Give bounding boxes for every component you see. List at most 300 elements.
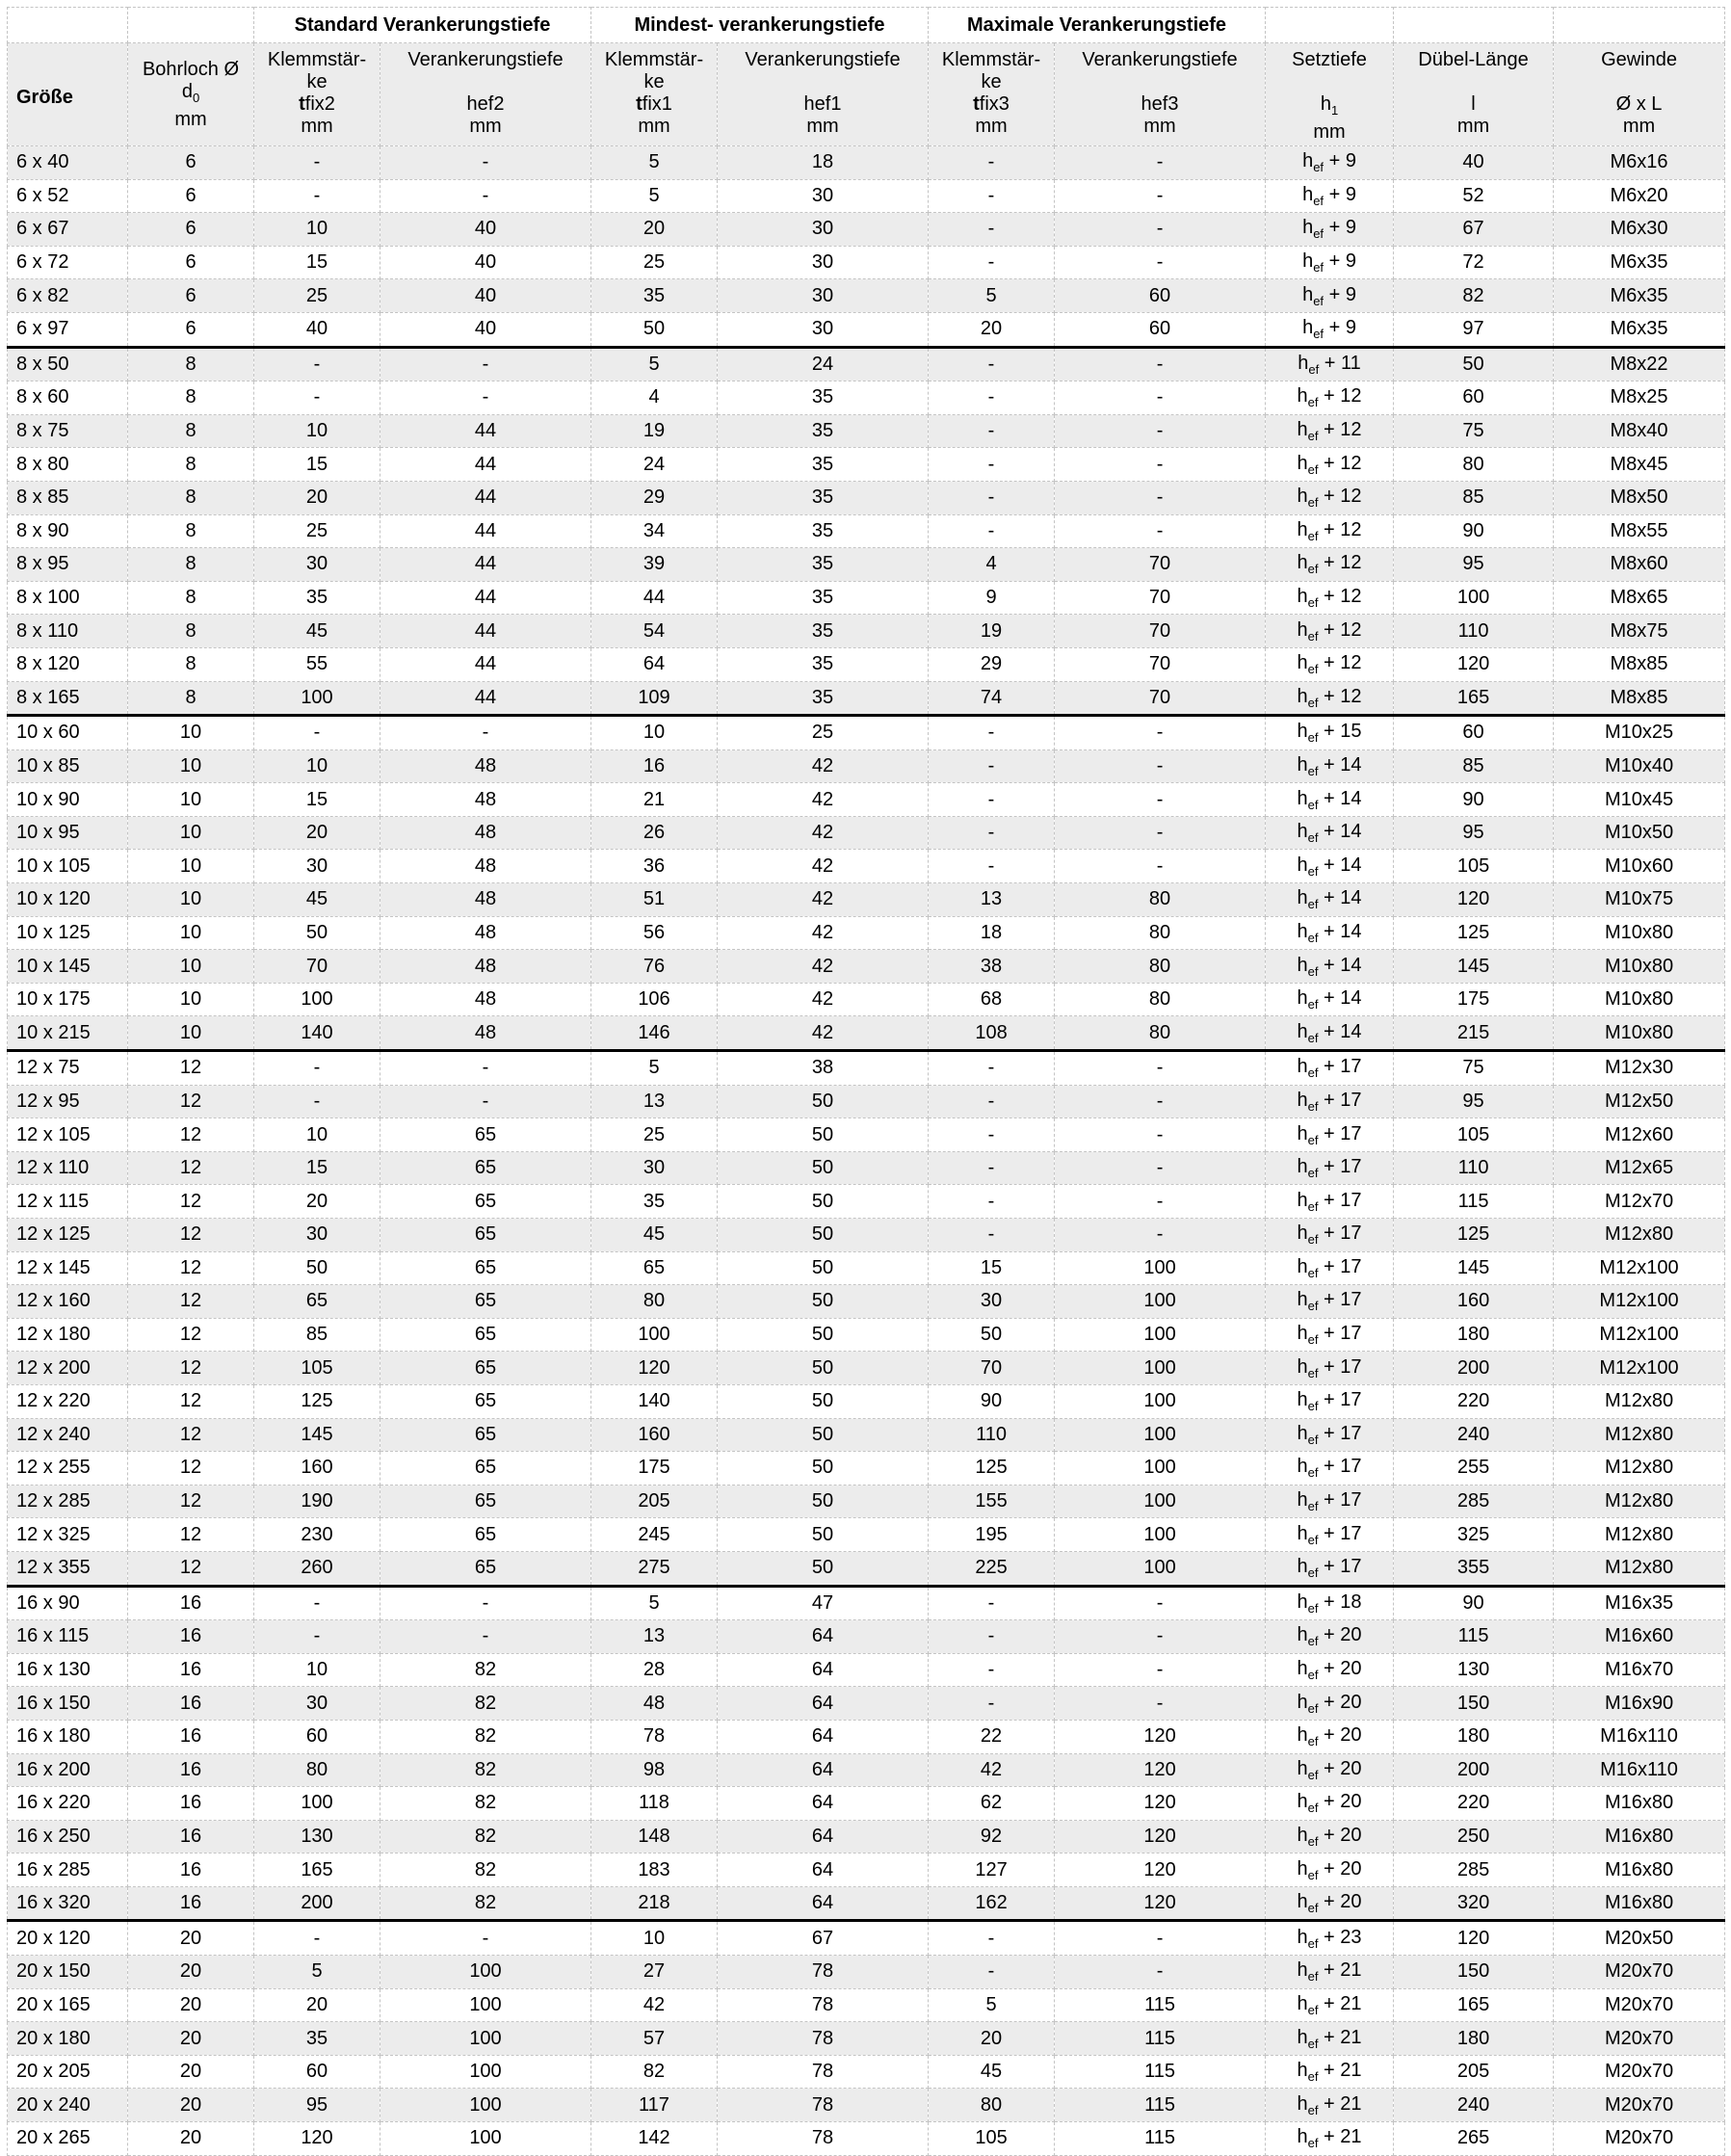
veran3-cell: 80 [1055,950,1266,984]
setztiefe-cell: $h_{ef} + 21$ [1266,2022,1394,2056]
veran1-cell: 50 [718,1485,929,1518]
veran2-cell: 48 [380,883,591,917]
bohrloch-cell: 12 [128,1251,254,1285]
setztiefe-cell: $h_{ef} + 14$ [1266,1016,1394,1051]
size-cell: 10 x 90 [8,783,128,817]
size-cell: 16 x 180 [8,1720,128,1753]
klemm3-cell: - [929,414,1055,448]
veran3-cell: 120 [1055,1720,1266,1753]
gewinde-cell: M6x16 [1554,146,1725,180]
bohrloch-cell: 16 [128,1653,254,1687]
klemm3-cell: - [929,213,1055,247]
header-setztiefe: Setztiefe $h_1$ mm [1266,43,1394,146]
table-row [8,1318,1725,1352]
veran1-cell: 42 [718,950,929,984]
gewinde-cell: M6x35 [1554,279,1725,313]
setztiefe-cell: $h_{ef} + 20$ [1266,1753,1394,1787]
group-blank [8,8,128,43]
veran3-cell: 60 [1055,279,1266,313]
klemm1-cell: 120 [591,1352,718,1385]
group-mindest: Mindest- verankerungstiefe [591,8,929,43]
setztiefe-cell: $h_{ef} + 12$ [1266,548,1394,582]
veran1-cell: 64 [718,1653,929,1687]
klemm3-cell: 92 [929,1820,1055,1854]
veran3-cell: 100 [1055,1485,1266,1518]
table-row [8,1551,1725,1586]
veran1-cell: 38 [718,1051,929,1086]
klemm1-cell: 140 [591,1384,718,1418]
veran2-cell: 65 [380,1518,591,1552]
veran3-cell: 115 [1055,2122,1266,2156]
bohrloch-cell: 16 [128,1854,254,1887]
veran1-cell: 30 [718,279,929,313]
bohrloch-cell: 10 [128,716,254,750]
veran3-cell: - [1055,414,1266,448]
setztiefe-cell: $h_{ef} + 17$ [1266,1219,1394,1252]
klemm2-cell: 25 [254,279,380,313]
laenge-cell: 120 [1394,883,1554,917]
bohrloch-cell: 12 [128,1118,254,1152]
klemm3-cell: - [929,850,1055,883]
veran1-cell: 78 [718,2055,929,2089]
table-row [8,983,1725,1016]
klemm2-cell: 10 [254,1118,380,1152]
bohrloch-cell: 8 [128,647,254,681]
klemm3-cell: 50 [929,1318,1055,1352]
laenge-cell: 40 [1394,146,1554,180]
table-row [8,1956,1725,1989]
klemm3-cell: 74 [929,681,1055,716]
veran3-cell: 120 [1055,1854,1266,1887]
table-row [8,1518,1725,1552]
setztiefe-cell: $h_{ef} + 9$ [1266,246,1394,279]
klemm2-cell: 40 [254,312,380,347]
table-row [8,1219,1725,1252]
veran1-cell: 35 [718,581,929,615]
laenge-cell: 90 [1394,783,1554,817]
table-row [8,1886,1725,1921]
table-row [8,615,1725,648]
klemm3-cell: 62 [929,1787,1055,1821]
veran1-cell: 18 [718,146,929,180]
veran3-cell: 100 [1055,1285,1266,1319]
veran2-cell: - [380,1051,591,1086]
veran3-cell: - [1055,1586,1266,1620]
klemm1-cell: 142 [591,2122,718,2156]
klemm3-cell: 29 [929,647,1055,681]
veran2-cell: - [380,381,591,415]
setztiefe-cell: $h_{ef} + 15$ [1266,716,1394,750]
setztiefe-cell: $h_{ef} + 17$ [1266,1118,1394,1152]
setztiefe-cell: $h_{ef} + 21$ [1266,2055,1394,2089]
klemm3-cell: 105 [929,2122,1055,2156]
laenge-cell: 125 [1394,916,1554,950]
size-cell: 16 x 90 [8,1586,128,1620]
gewinde-cell: M12x30 [1554,1051,1725,1086]
setztiefe-cell: $h_{ef} + 12$ [1266,647,1394,681]
klemm1-cell: 80 [591,1285,718,1319]
setztiefe-cell: $h_{ef} + 17$ [1266,1285,1394,1319]
veran3-cell: - [1055,1118,1266,1152]
veran2-cell: 40 [380,279,591,313]
veran3-cell: - [1055,1219,1266,1252]
klemm1-cell: 10 [591,716,718,750]
header-veran3: Verankerungstiefe hef3 mm [1055,43,1266,146]
table-row [8,347,1725,381]
laenge-cell: 150 [1394,1956,1554,1989]
size-cell: 10 x 95 [8,816,128,850]
klemm2-cell: 15 [254,783,380,817]
veran1-cell: 42 [718,749,929,783]
size-cell: 10 x 145 [8,950,128,984]
gewinde-cell: M10x80 [1554,950,1725,984]
table-row [8,1586,1725,1620]
veran2-cell: 65 [380,1285,591,1319]
klemm1-cell: 275 [591,1551,718,1586]
gewinde-cell: M12x100 [1554,1352,1725,1385]
veran1-cell: 50 [718,1418,929,1452]
size-cell: 10 x 175 [8,983,128,1016]
veran3-cell: 70 [1055,581,1266,615]
klemm1-cell: 25 [591,1118,718,1152]
klemm2-cell: - [254,381,380,415]
gewinde-cell: M12x100 [1554,1318,1725,1352]
gewinde-cell: M6x35 [1554,246,1725,279]
table-row [8,1185,1725,1219]
klemm2-cell: 80 [254,1753,380,1787]
veran1-cell: 78 [718,2089,929,2122]
size-cell: 8 x 85 [8,481,128,514]
veran2-cell: 48 [380,783,591,817]
laenge-cell: 325 [1394,1518,1554,1552]
veran2-cell: 48 [380,850,591,883]
anchor-spec-table [7,7,1725,2156]
klemm2-cell: 70 [254,950,380,984]
setztiefe-cell: $h_{ef} + 20$ [1266,1720,1394,1753]
gewinde-cell: M10x50 [1554,816,1725,850]
table-row [8,213,1725,247]
veran1-cell: 78 [718,2022,929,2056]
bohrloch-cell: 10 [128,783,254,817]
veran2-cell: - [380,179,591,213]
setztiefe-cell: $h_{ef} + 20$ [1266,1854,1394,1887]
size-cell: 6 x 52 [8,179,128,213]
size-cell: 16 x 285 [8,1854,128,1887]
veran1-cell: 42 [718,850,929,883]
klemm2-cell: - [254,1085,380,1118]
bohrloch-cell: 12 [128,1518,254,1552]
veran1-cell: 78 [718,1956,929,1989]
klemm2-cell: 100 [254,983,380,1016]
table-row [8,1384,1725,1418]
klemm1-cell: 35 [591,1185,718,1219]
klemm1-cell: 39 [591,548,718,582]
gewinde-cell: M16x80 [1554,1787,1725,1821]
veran2-cell: 65 [380,1352,591,1385]
bohrloch-cell: 16 [128,1787,254,1821]
veran1-cell: 64 [718,1886,929,1921]
veran3-cell: 80 [1055,983,1266,1016]
table-row [8,279,1725,313]
laenge-cell: 240 [1394,1418,1554,1452]
gewinde-cell: M8x75 [1554,615,1725,648]
klemm1-cell: 98 [591,1753,718,1787]
gewinde-cell: M16x70 [1554,1653,1725,1687]
setztiefe-cell: $h_{ef} + 17$ [1266,1151,1394,1185]
setztiefe-cell: $h_{ef} + 9$ [1266,213,1394,247]
klemm2-cell: 140 [254,1016,380,1051]
gewinde-cell: M8x40 [1554,414,1725,448]
veran1-cell: 78 [718,1988,929,2022]
laenge-cell: 265 [1394,2122,1554,2156]
veran3-cell: 100 [1055,1452,1266,1486]
veran3-cell: - [1055,1151,1266,1185]
size-cell: 10 x 120 [8,883,128,917]
klemm1-cell: 64 [591,647,718,681]
veran1-cell: 64 [718,1620,929,1654]
table-row [8,950,1725,984]
gewinde-cell: M8x60 [1554,548,1725,582]
klemm3-cell: 20 [929,312,1055,347]
klemm1-cell: 205 [591,1485,718,1518]
bohrloch-cell: 12 [128,1318,254,1352]
veran1-cell: 42 [718,983,929,1016]
bohrloch-cell: 12 [128,1352,254,1385]
size-cell: 20 x 240 [8,2089,128,2122]
klemm3-cell: - [929,783,1055,817]
bohrloch-cell: 20 [128,2055,254,2089]
bohrloch-cell: 12 [128,1452,254,1486]
veran2-cell: 48 [380,916,591,950]
setztiefe-cell: $h_{ef} + 14$ [1266,916,1394,950]
veran1-cell: 42 [718,1016,929,1051]
klemm2-cell: 30 [254,1687,380,1721]
veran3-cell: 115 [1055,1988,1266,2022]
klemm1-cell: 117 [591,2089,718,2122]
group-standard: Standard Verankerungstiefe [254,8,591,43]
size-cell: 16 x 130 [8,1653,128,1687]
veran1-cell: 50 [718,1185,929,1219]
gewinde-cell: M16x80 [1554,1886,1725,1921]
header-bohrloch: Bohrloch Ø $d_0$ mm [128,43,254,146]
size-cell: 8 x 165 [8,681,128,716]
setztiefe-cell: $h_{ef} + 20$ [1266,1787,1394,1821]
bohrloch-cell: 16 [128,1620,254,1654]
klemm3-cell: 42 [929,1753,1055,1787]
klemm1-cell: 148 [591,1820,718,1854]
veran2-cell: 65 [380,1418,591,1452]
klemm1-cell: 28 [591,1653,718,1687]
veran3-cell: 100 [1055,1418,1266,1452]
veran2-cell: 82 [380,1720,591,1753]
gewinde-cell: M12x80 [1554,1551,1725,1586]
klemm3-cell: 9 [929,581,1055,615]
klemm3-cell: - [929,179,1055,213]
table-row [8,1452,1725,1486]
laenge-cell: 220 [1394,1384,1554,1418]
setztiefe-cell: $h_{ef} + 12$ [1266,681,1394,716]
table-body [8,146,1725,2156]
bohrloch-cell: 12 [128,1085,254,1118]
laenge-cell: 60 [1394,716,1554,750]
klemm1-cell: 78 [591,1720,718,1753]
klemm3-cell: 127 [929,1854,1055,1887]
klemm1-cell: 175 [591,1452,718,1486]
klemm2-cell: 35 [254,2022,380,2056]
klemm3-cell: 5 [929,1988,1055,2022]
veran1-cell: 64 [718,1687,929,1721]
bohrloch-cell: 20 [128,2022,254,2056]
klemm2-cell: 165 [254,1854,380,1887]
size-cell: 16 x 200 [8,1753,128,1787]
klemm3-cell: 4 [929,548,1055,582]
klemm2-cell: 130 [254,1820,380,1854]
setztiefe-cell: $h_{ef} + 20$ [1266,1687,1394,1721]
laenge-cell: 52 [1394,179,1554,213]
laenge-cell: 90 [1394,514,1554,548]
setztiefe-cell: $h_{ef} + 12$ [1266,381,1394,415]
klemm3-cell: - [929,1118,1055,1152]
klemm1-cell: 218 [591,1886,718,1921]
klemm3-cell: 20 [929,2022,1055,2056]
laenge-cell: 355 [1394,1551,1554,1586]
table-row [8,1854,1725,1887]
size-cell: 12 x 125 [8,1219,128,1252]
setztiefe-cell: $h_{ef} + 23$ [1266,1921,1394,1956]
bohrloch-cell: 6 [128,213,254,247]
klemm2-cell: 30 [254,548,380,582]
veran1-cell: 50 [718,1518,929,1552]
veran2-cell: 44 [380,581,591,615]
veran3-cell: - [1055,514,1266,548]
veran1-cell: 35 [718,381,929,415]
klemm2-cell: 55 [254,647,380,681]
klemm1-cell: 26 [591,816,718,850]
laenge-cell: 75 [1394,1051,1554,1086]
table-row [8,916,1725,950]
veran1-cell: 50 [718,1551,929,1586]
veran1-cell: 64 [718,1787,929,1821]
veran2-cell: 44 [380,414,591,448]
klemm1-cell: 82 [591,2055,718,2089]
header-size: Größe [8,43,128,146]
veran2-cell: 65 [380,1151,591,1185]
veran2-cell: 100 [380,1956,591,1989]
veran1-cell: 35 [718,681,929,716]
klemm2-cell: 125 [254,1384,380,1418]
bohrloch-cell: 10 [128,749,254,783]
klemm1-cell: 16 [591,749,718,783]
table-row [8,481,1725,514]
laenge-cell: 130 [1394,1653,1554,1687]
bohrloch-cell: 16 [128,1586,254,1620]
klemm1-cell: 24 [591,448,718,482]
klemm2-cell: 105 [254,1352,380,1385]
bohrloch-cell: 12 [128,1551,254,1586]
bohrloch-cell: 8 [128,347,254,381]
gewinde-cell: M12x100 [1554,1251,1725,1285]
table-row [8,1051,1725,1086]
laenge-cell: 90 [1394,1586,1554,1620]
size-cell: 12 x 105 [8,1118,128,1152]
klemm1-cell: 54 [591,615,718,648]
gewinde-cell: M12x80 [1554,1452,1725,1486]
klemm3-cell: - [929,1586,1055,1620]
table-row [8,749,1725,783]
veran3-cell: 80 [1055,1016,1266,1051]
setztiefe-cell: $h_{ef} + 17$ [1266,1051,1394,1086]
klemm3-cell: - [929,1620,1055,1654]
veran2-cell: - [380,1620,591,1654]
gewinde-cell: M6x30 [1554,213,1725,247]
veran2-cell: - [380,146,591,180]
setztiefe-cell: $h_{ef} + 14$ [1266,950,1394,984]
klemm2-cell: 10 [254,213,380,247]
gewinde-cell: M12x100 [1554,1285,1725,1319]
klemm2-cell: 20 [254,1185,380,1219]
veran2-cell: 82 [380,1787,591,1821]
klemm1-cell: 4 [591,381,718,415]
setztiefe-cell: $h_{ef} + 12$ [1266,448,1394,482]
klemm1-cell: 20 [591,213,718,247]
klemm3-cell: 110 [929,1418,1055,1452]
header-veran2: Verankerungstiefe hef2 mm [380,43,591,146]
klemm2-cell: 15 [254,448,380,482]
laenge-cell: 250 [1394,1820,1554,1854]
veran3-cell: - [1055,1687,1266,1721]
veran3-cell: - [1055,347,1266,381]
veran1-cell: 64 [718,1820,929,1854]
veran2-cell: 40 [380,213,591,247]
gewinde-cell: M16x80 [1554,1820,1725,1854]
gewinde-cell: M20x70 [1554,1988,1725,2022]
veran1-cell: 50 [718,1285,929,1319]
laenge-cell: 105 [1394,1118,1554,1152]
laenge-cell: 80 [1394,448,1554,482]
klemm2-cell: 15 [254,246,380,279]
veran3-cell: 100 [1055,1251,1266,1285]
setztiefe-cell: $h_{ef} + 9$ [1266,146,1394,180]
klemm1-cell: 109 [591,681,718,716]
klemm2-cell: - [254,1586,380,1620]
size-cell: 8 x 95 [8,548,128,582]
setztiefe-cell: $h_{ef} + 17$ [1266,1418,1394,1452]
setztiefe-cell: $h_{ef} + 14$ [1266,883,1394,917]
veran1-cell: 30 [718,179,929,213]
klemm1-cell: 146 [591,1016,718,1051]
klemm3-cell: - [929,1051,1055,1086]
size-cell: 12 x 240 [8,1418,128,1452]
klemm1-cell: 5 [591,179,718,213]
bohrloch-cell: 20 [128,2122,254,2156]
table-row [8,2055,1725,2089]
veran2-cell: 100 [380,2122,591,2156]
veran2-cell: 65 [380,1219,591,1252]
klemm3-cell: 80 [929,2089,1055,2122]
veran3-cell: - [1055,816,1266,850]
bohrloch-cell: 8 [128,514,254,548]
header-klemm2: Klemmstär- ke tfix2 mm [254,43,380,146]
bohrloch-cell: 10 [128,1016,254,1051]
veran1-cell: 50 [718,1118,929,1152]
size-cell: 12 x 95 [8,1085,128,1118]
laenge-cell: 85 [1394,749,1554,783]
bohrloch-cell: 10 [128,916,254,950]
bohrloch-cell: 6 [128,146,254,180]
table-row [8,850,1725,883]
table-row [8,312,1725,347]
size-cell: 12 x 285 [8,1485,128,1518]
